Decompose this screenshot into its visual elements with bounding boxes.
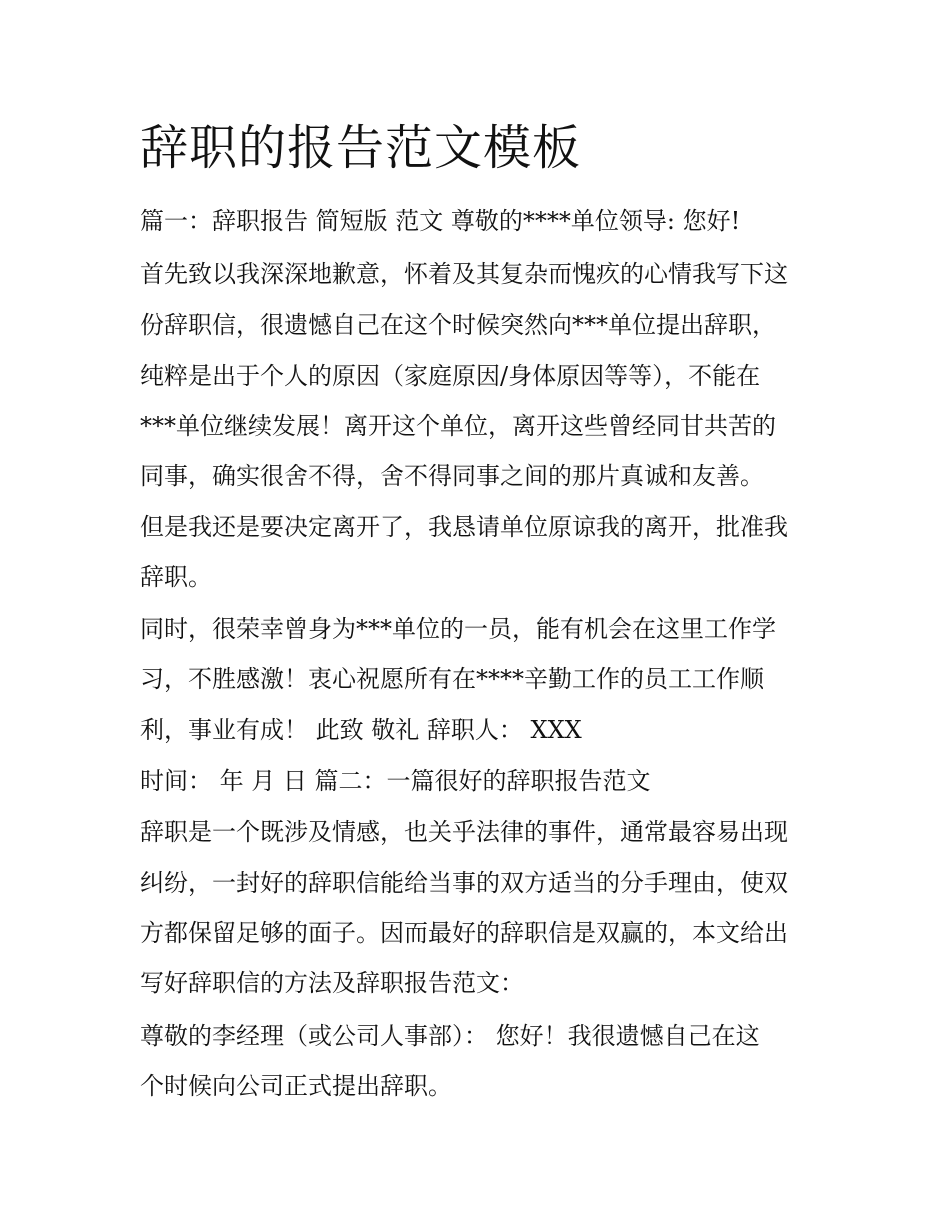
paragraph-line: 纠纷，一封好的辞职信能给当事的双方适当的分手理由，使双 <box>140 869 788 897</box>
paragraph-line: 纯粹是出于个人的原因（家庭原因/身体原因等等），不能在 <box>140 362 761 390</box>
paragraph-line: 写好辞职信的方法及辞职报告范文： <box>140 969 524 997</box>
paragraph-line: 首先致以我深深地歉意，怀着及其复杂而愧疚的心情我写下这 <box>140 260 788 288</box>
paragraph-line: 尊敬的李经理（或公司人事部）： 您好！我很遗憾自己在这 <box>140 1022 760 1050</box>
paragraph-line: 方都保留足够的面子。因而最好的辞职信是双赢的，本文给出 <box>140 919 788 947</box>
paragraph-line: 时间： 年 月 日 篇二：一篇很好的辞职报告范文 <box>140 767 651 795</box>
paragraph-line: 份辞职信，很遗憾自己在这个时候突然向***单位提出辞职， <box>140 311 776 339</box>
paragraph-line: ***单位继续发展！离开这个单位，离开这些曾经同甘共苦的 <box>140 412 776 440</box>
document-title: 辞职的报告范文模板 <box>140 120 582 176</box>
paragraph-line: 辞职是一个既涉及情感，也关乎法律的事件，通常最容易出现 <box>140 818 788 846</box>
paragraph-line: 同事，确实很舍不得，舍不得同事之间的那片真诚和友善。 <box>140 462 764 490</box>
paragraph-line: 同时，很荣幸曾身为***单位的一员，能有机会在这里工作学 <box>140 615 776 643</box>
paragraph-line: 习，不胜感激！衷心祝愿所有在****辛勤工作的员工工作顺 <box>140 665 764 693</box>
paragraph-line: 利，事业有成！ 此致 敬礼 辞职人： XXX <box>140 716 582 744</box>
paragraph-line: 辞职。 <box>140 563 212 591</box>
paragraph-line: 但是我还是要决定离开了，我恳请单位原谅我的离开，批准我 <box>140 513 788 541</box>
paragraph-line: 篇一：辞职报告 简短版 范文 尊敬的****单位领导: 您好! <box>140 207 741 235</box>
paragraph-line: 个时候向公司正式提出辞职。 <box>140 1072 452 1100</box>
